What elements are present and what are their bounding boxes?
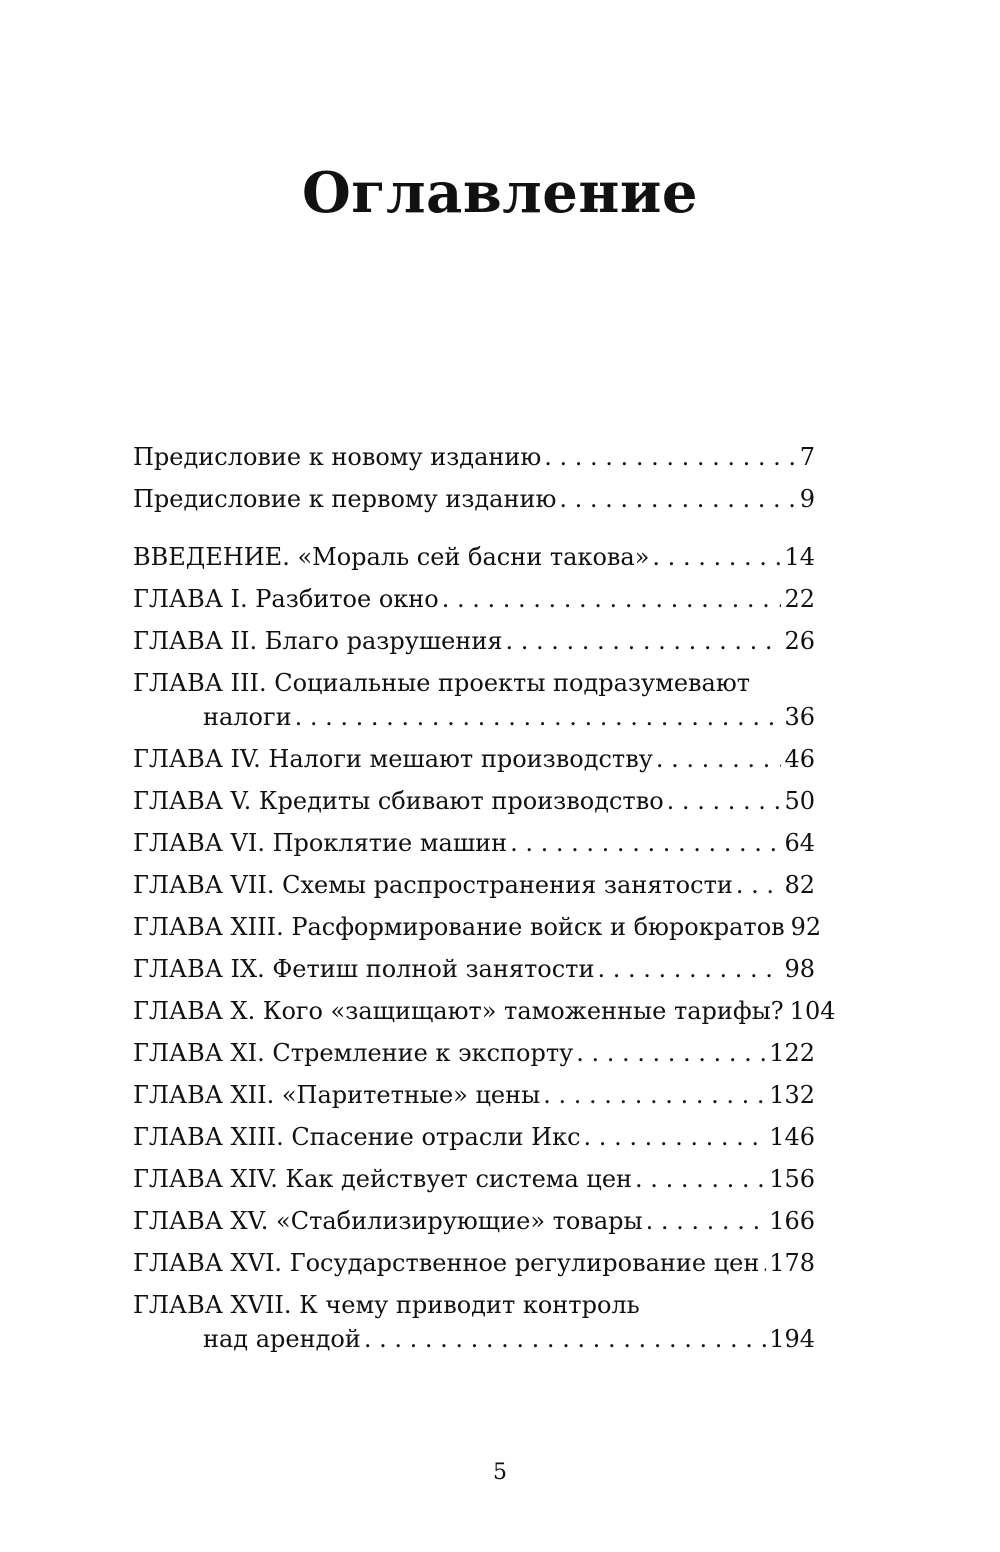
toc-entry-page: 22	[784, 585, 815, 613]
dot-leader	[646, 1204, 767, 1238]
toc-entry-title: ГЛАВА XII. «Паритетные» цены	[133, 1081, 541, 1109]
toc-entry-page: 122	[769, 1039, 815, 1067]
dot-leader	[559, 482, 796, 516]
dot-leader	[543, 1078, 766, 1112]
toc-entry	[133, 1288, 815, 1356]
toc-entry-page: 146	[769, 1123, 815, 1151]
toc-entry-title: ГЛАВА XIV. Как действует система цен	[133, 1165, 633, 1193]
dot-leader	[635, 1162, 766, 1196]
toc-entry-page: 14	[784, 543, 815, 571]
toc-entry-title-continued: над арендой	[203, 1325, 361, 1353]
toc-entry-title: ГЛАВА V. Кредиты сбивают производство	[133, 787, 664, 815]
toc-entry-title: ГЛАВА XIII. Расформирование войск и бюрократов	[133, 913, 785, 941]
toc-entry	[133, 994, 836, 1028]
toc-entry-title: ГЛАВА I. Разбитое окно	[133, 585, 439, 613]
toc-entry-title: ГЛАВА XIII. Спасение отрасли Икс	[133, 1123, 581, 1151]
toc-entry-title: ГЛАВА XI. Стремление к экспорту	[133, 1039, 574, 1067]
toc-entry-page: 9	[799, 485, 815, 513]
toc-entry-title: Предисловие к первому изданию	[133, 485, 557, 513]
dot-leader	[736, 868, 782, 902]
toc-entry	[133, 582, 815, 616]
toc-entry-page: 82	[784, 871, 815, 899]
dot-leader	[667, 784, 782, 818]
dot-leader	[597, 952, 781, 986]
toc-entry-page: 36	[784, 703, 815, 731]
toc-entry-page: 98	[784, 955, 815, 983]
toc-entry-title: Предисловие к новому изданию	[133, 443, 542, 471]
toc-entry	[133, 784, 815, 818]
dot-leader	[762, 1246, 766, 1280]
toc-entry-title: ГЛАВА IV. Налоги мешают производству	[133, 745, 653, 773]
toc-entry-page: 92	[790, 913, 822, 941]
toc-entry-page: 194	[769, 1325, 815, 1353]
toc-entry-page: 46	[784, 745, 815, 773]
toc-entry-title: ГЛАВА IX. Фетиш полной занятости	[133, 955, 595, 983]
toc-entry	[133, 952, 815, 986]
toc-entry-page: 7	[799, 443, 815, 471]
toc-entry	[133, 440, 815, 474]
dot-leader	[506, 624, 782, 658]
page-number: 5	[493, 1460, 507, 1485]
toc-entry-page: 50	[784, 787, 815, 815]
toc-entry-title-continued: налоги	[203, 703, 292, 731]
toc-entry-page: 104	[789, 997, 836, 1025]
dot-leader	[510, 826, 781, 860]
toc-entry-title: ГЛАВА XV. «Стабилизирующие» товары	[133, 1207, 643, 1235]
toc-entry	[133, 540, 815, 574]
toc-entry-page: 166	[769, 1207, 815, 1235]
toc-entry-title: ГЛАВА VII. Схемы распространения занятости	[133, 871, 733, 899]
table-of-contents	[133, 440, 836, 1356]
toc-entry-title: ГЛАВА XVI. Государственное регулирование цен	[133, 1249, 760, 1277]
page-title: Оглавление	[301, 160, 699, 226]
toc-entry	[133, 910, 822, 944]
toc-entry	[133, 1120, 815, 1154]
toc-entry	[133, 1246, 815, 1280]
toc-entry-title: ГЛАВА XVII. К чему приводит контроль	[133, 1291, 640, 1319]
toc-entry	[133, 482, 815, 516]
toc-entry-page: 64	[784, 829, 815, 857]
toc-entry	[133, 1078, 815, 1112]
toc-entry	[133, 1036, 815, 1070]
toc-entry-title: ГЛАВА VI. Проклятие машин	[133, 829, 508, 857]
toc-entry	[133, 826, 815, 860]
toc-entry-title: ГЛАВА III. Социальные проекты подразумевают	[133, 669, 751, 697]
dot-leader	[364, 1322, 766, 1356]
toc-entry	[133, 624, 815, 658]
dot-leader	[576, 1036, 766, 1070]
dot-leader	[652, 540, 781, 574]
toc-entry	[133, 666, 815, 734]
dot-leader	[295, 700, 782, 734]
toc-entry-page: 26	[784, 627, 815, 655]
dot-leader	[584, 1120, 767, 1154]
dot-leader	[442, 582, 782, 616]
toc-entry-title: ГЛАВА X. Кого «защищают» таможенные тарифы?	[133, 997, 784, 1025]
toc-entry-page: 156	[769, 1165, 815, 1193]
toc-entry-title: ВВЕДЕНИЕ. «Мораль сей басни такова»	[133, 543, 650, 571]
toc-entry	[133, 742, 815, 776]
toc-entry-page: 132	[769, 1081, 815, 1109]
dot-leader	[656, 742, 782, 776]
toc-entry-title: ГЛАВА II. Благо разрушения	[133, 627, 503, 655]
dot-leader	[544, 440, 796, 474]
toc-entry	[133, 868, 815, 902]
toc-entry-page: 178	[769, 1249, 815, 1277]
toc-entry	[133, 1162, 815, 1196]
toc-entry	[133, 1204, 815, 1238]
